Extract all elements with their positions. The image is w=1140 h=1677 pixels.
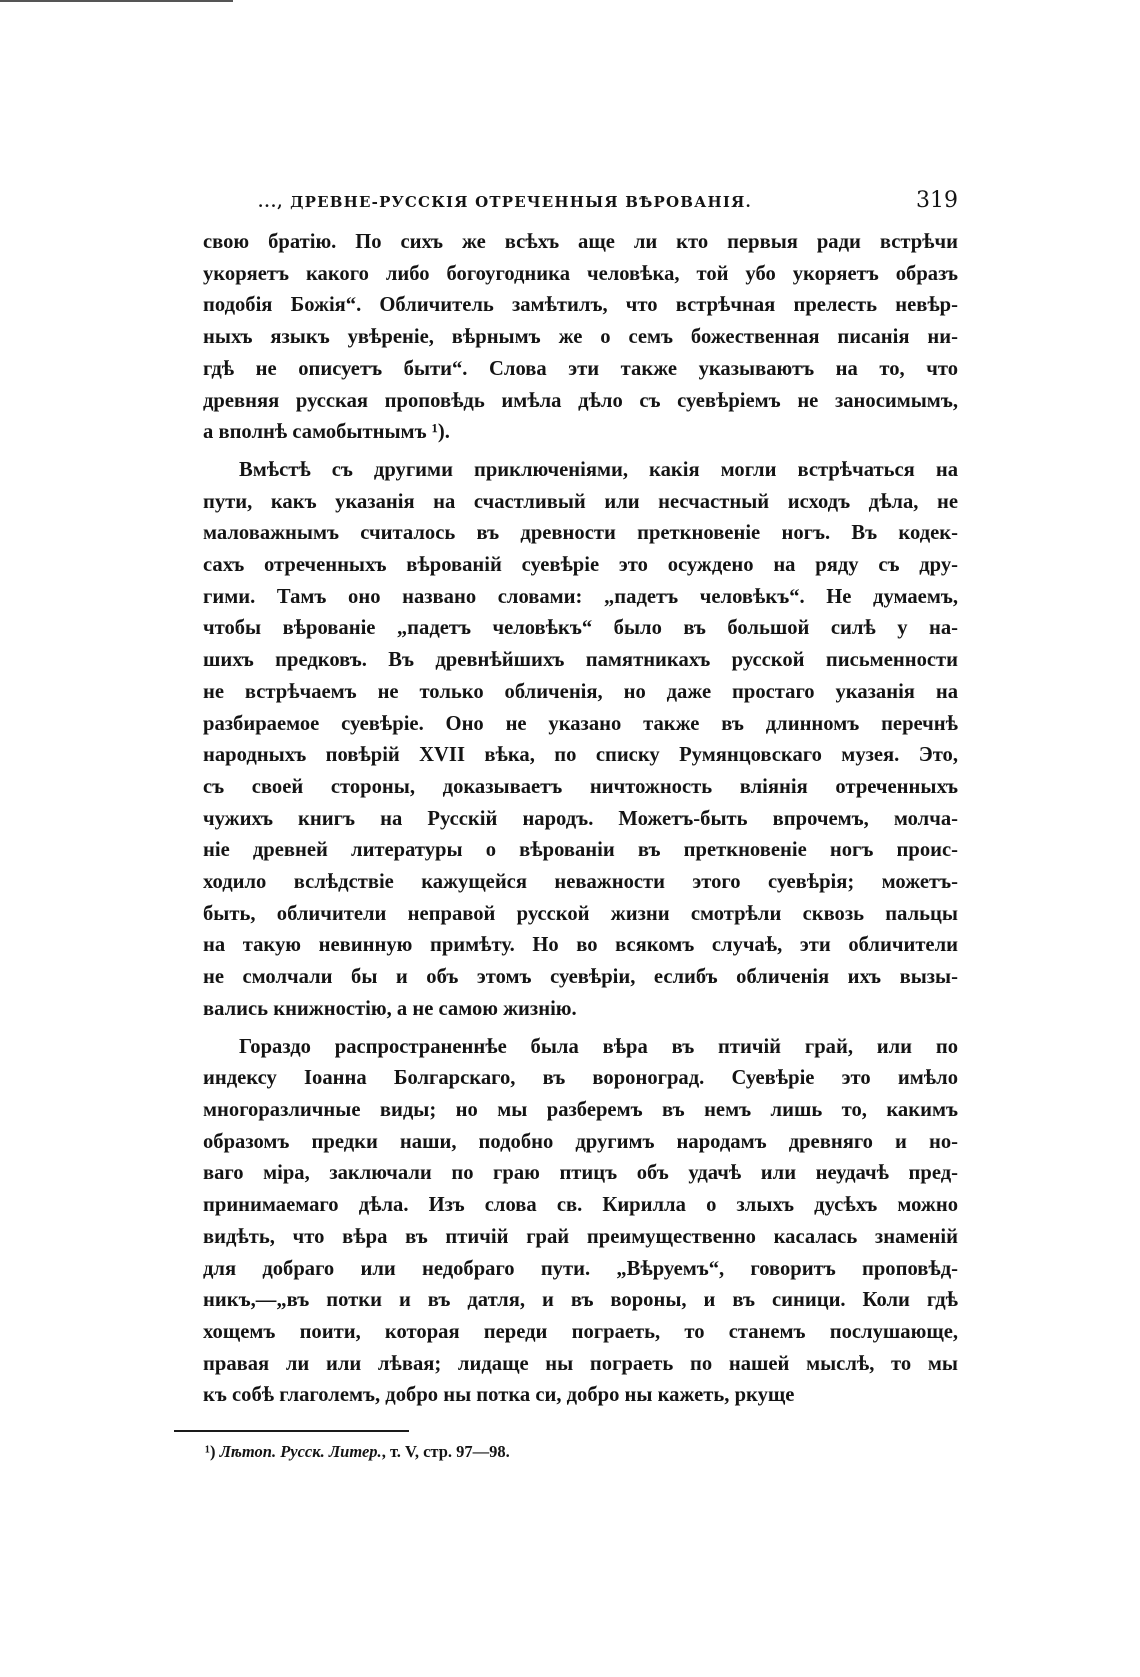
text-line: принимаемаго дѣла. Изъ слова св. Кирилла о злыхъ дусѣхъ можно	[203, 1194, 958, 1217]
text-line: ваго міра, заключали по граю птицъ объ удачѣ или неудачѣ пред-	[203, 1162, 958, 1185]
text-line: видѣть, что вѣра въ птичій грай преимущественно касалась знаменій	[203, 1225, 958, 1248]
text-line: подобія Божія“. Обличитель замѣтилъ, что встрѣчная прелесть невѣр-	[203, 294, 958, 317]
text-line: индексу Іоанна Болгарскаго, въ вороноград. Суевѣріе это имѣло	[203, 1067, 958, 1090]
paragraph	[203, 227, 958, 449]
text-line: Вмѣстѣ съ другими приключеніями, какія могли встрѣчаться на	[239, 458, 958, 481]
page-number: 319	[916, 188, 958, 213]
text-line: свою братію. По сихъ же всѣхъ аще ли кто первыя ради встрѣчи	[203, 231, 958, 253]
footnote-reference: , т. V, стр. 97—98.	[381, 1442, 510, 1462]
text-line: Гораздо распространеннѣе была вѣра въ птичій грай, или по	[239, 1035, 958, 1058]
text-line: на такую невинную примѣту. Но во всякомъ случаѣ, эти обличители	[203, 934, 958, 957]
scan-edge-rule	[0, 0, 233, 2]
text-line: образомъ предки наши, подобно другимъ народамъ древняго и но-	[203, 1130, 958, 1153]
paragraph	[203, 455, 958, 1026]
text-line: не встрѣчаемъ не только обличенія, но даже простаго указанія на	[203, 680, 958, 703]
text-line: вались книжностію, а не самою жизнію.	[203, 997, 577, 1020]
text-line: ніе древней литературы о вѣрованіи въ преткновеніе ногъ проис-	[203, 839, 958, 862]
footnote-author: Лѣтоп.	[219, 1442, 277, 1462]
text-line: древняя русская проповѣдь имѣла дѣло съ суевѣріемъ не заносимымъ,	[203, 389, 958, 412]
text-line: не смолчали бы и объ этомъ суевѣріи, еслибъ обличенія ихъ вызы-	[203, 966, 958, 989]
paragraph	[203, 1032, 958, 1412]
text-line: быть, обличители неправой русской жизни смотрѣли сквозь пальцы	[203, 902, 958, 925]
running-head	[203, 188, 958, 213]
text-line: никъ,—„въ потки и въ датля, и въ вороны, и въ синици. Коли гдѣ	[203, 1289, 958, 1312]
book-page	[203, 188, 958, 1462]
text-line: шихъ предковъ. Въ древнѣйшихъ памятникахъ русской письменности	[203, 649, 958, 672]
body-text	[203, 227, 958, 1412]
footnote-rule	[174, 1430, 409, 1432]
text-line: ныхъ языкъ увѣреніе, вѣрнымъ же о семъ божественная писанія ни-	[203, 326, 958, 349]
text-line: пути, какъ указанія на счастливый или несчастный исходъ дѣла, не	[203, 490, 958, 513]
text-line: съ своей стороны, доказываетъ ничтожность вліянія отреченныхъ	[203, 775, 958, 798]
text-line: разбираемое суевѣріе. Оно не указано также въ длинномъ перечнѣ	[203, 712, 958, 735]
text-line: а вполнѣ самобытнымъ ¹).	[203, 421, 450, 444]
footnote-marker: ¹)	[205, 1442, 216, 1462]
text-line: для добраго или недобраго пути. „Вѣруемъ“, говоритъ проповѣд-	[203, 1257, 958, 1280]
text-line: чужихъ книгъ на Русскій народъ. Можетъ-быть впрочемъ, молча-	[203, 807, 958, 830]
footnote	[205, 1442, 958, 1462]
text-line: чтобы вѣрованіе „падетъ человѣкъ“ было въ большой силѣ у на-	[203, 617, 958, 640]
text-line: многоразличные виды; но мы разберемъ въ немъ лишь то, какимъ	[203, 1098, 958, 1121]
text-line: гими. Тамъ оно названо словами: „падетъ человѣкъ“. Не думаемъ,	[203, 585, 958, 608]
footnote-title: Русск. Литер.	[280, 1442, 382, 1462]
text-line: маловажнымъ считалось въ древности преткновеніе ногъ. Въ кодек-	[203, 522, 958, 545]
text-line: сахъ отреченныхъ вѣрованій суевѣріе это осуждено на ряду съ дру-	[203, 554, 958, 577]
text-line: ходило вслѣдствіе кажущейся неважности этого суевѣрія; можетъ-	[203, 871, 958, 894]
running-title: ..., ДРЕВНЕ-РУССКІЯ ОТРЕЧЕННЫЯ ВѢРОВАНІЯ.	[258, 193, 752, 211]
text-line: народныхъ повѣрій XVII вѣка, по списку Румянцовскаго музея. Это,	[203, 744, 958, 767]
text-line: укоряетъ какого либо богоугодника человѣка, той убо укоряетъ образъ	[203, 262, 958, 285]
text-line: хощемъ поити, которая переди пограеть, то станемъ послушающе,	[203, 1320, 958, 1343]
text-line: къ собѣ глаголемъ, добро ны потка си, добро ны кажеть, ркуще	[203, 1384, 795, 1407]
text-line: гдѣ не описуетъ быти“. Слова эти также указываютъ на то, что	[203, 357, 958, 380]
text-line: правая ли или лѣвая; лидаще ны пограеть по нашей мыслѣ, то мы	[203, 1352, 958, 1375]
